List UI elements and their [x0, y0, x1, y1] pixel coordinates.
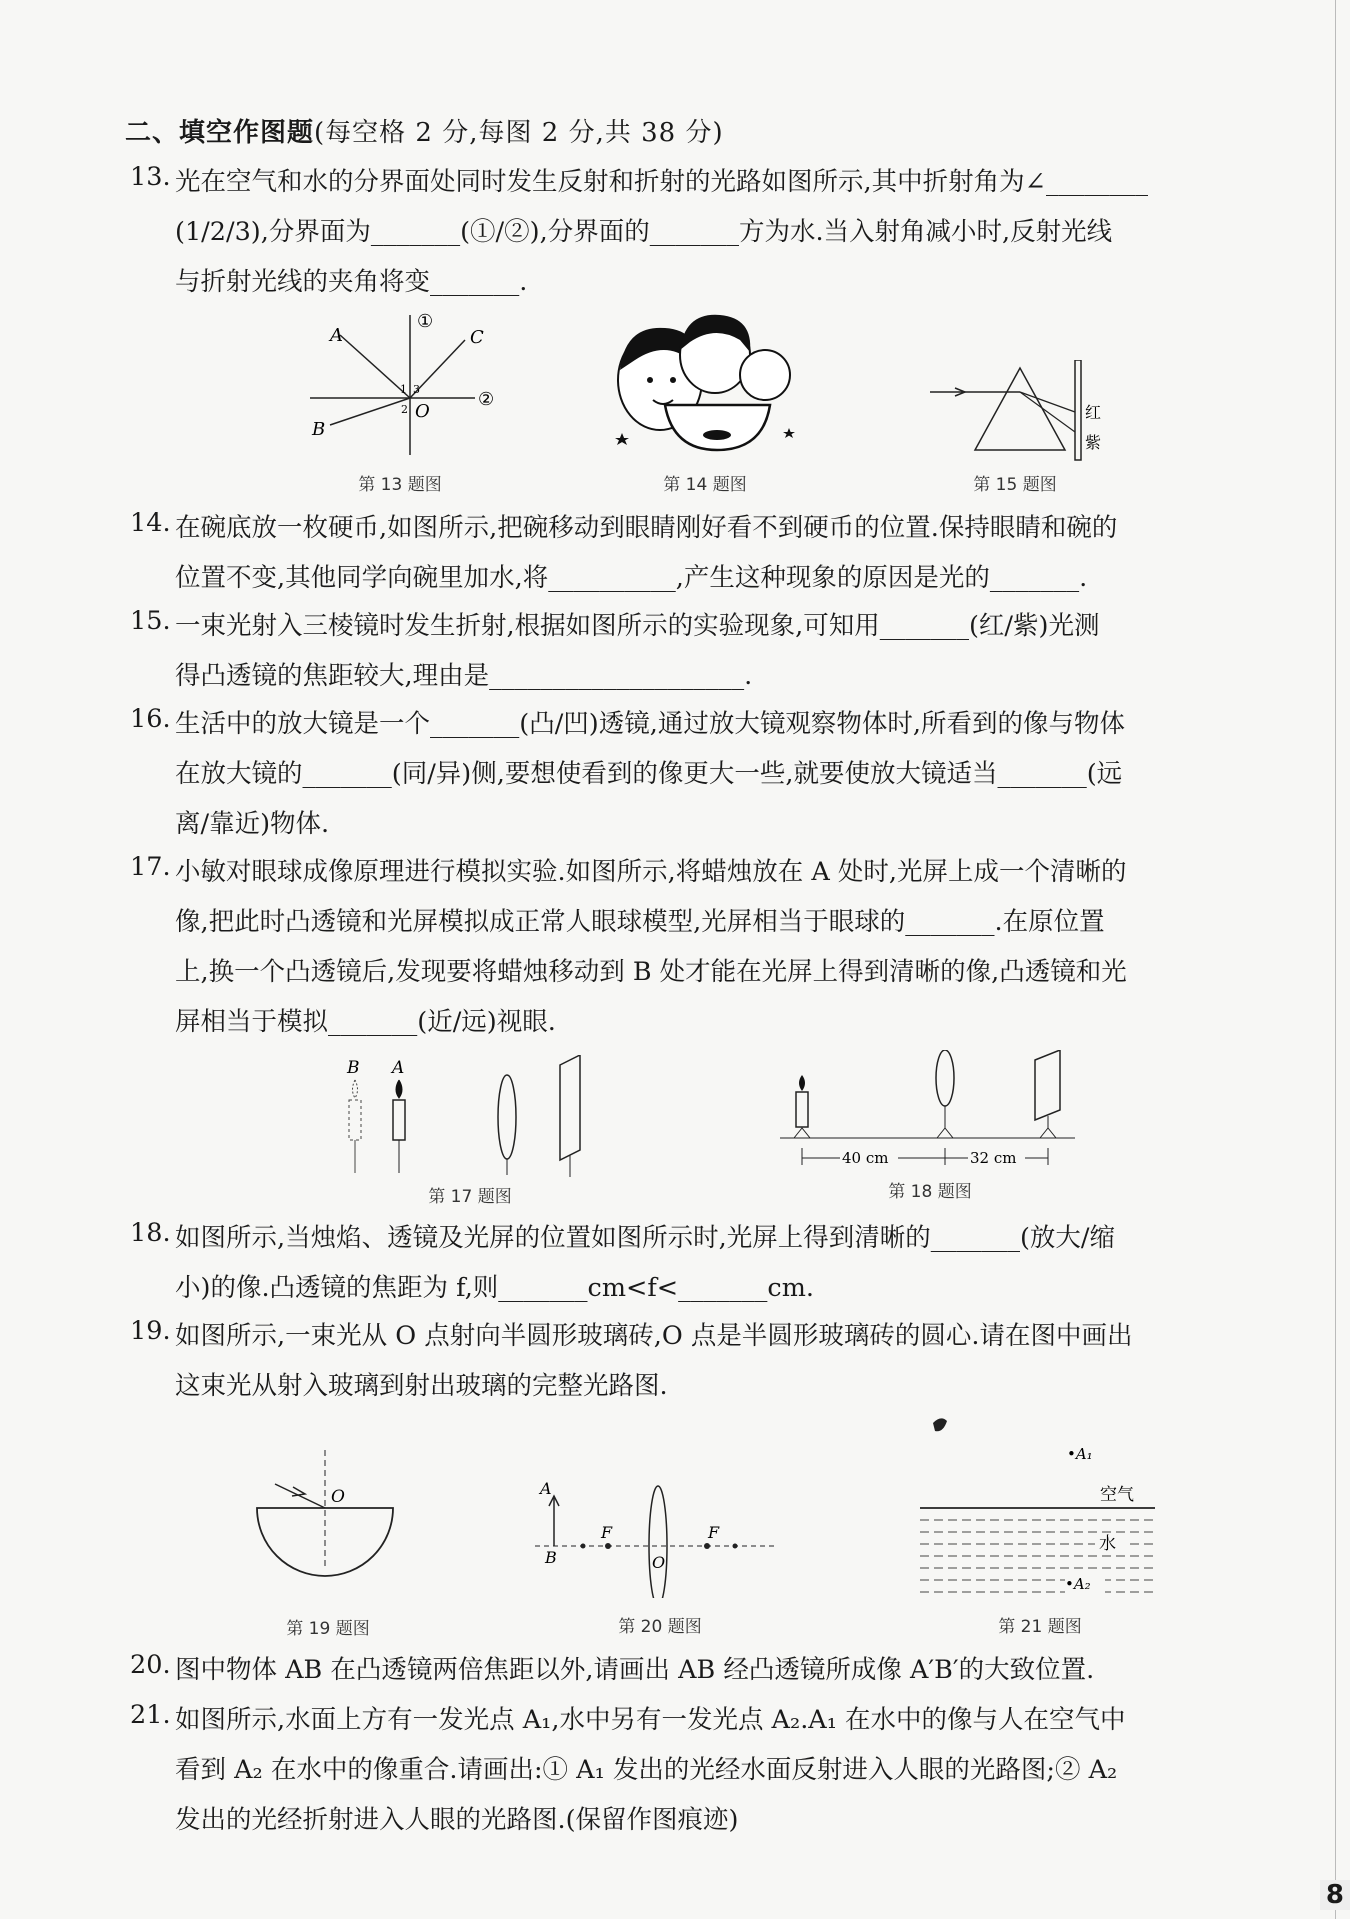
candle-a: [393, 1100, 405, 1140]
question-number: 18.: [130, 1218, 171, 1248]
eye-icon: [933, 1418, 947, 1431]
figure-13-caption: 第 13 题图: [358, 475, 442, 495]
figure-21-diagram: [915, 1405, 1165, 1605]
light-screen: [1035, 1050, 1060, 1120]
label-o: O: [331, 1487, 345, 1507]
question-number: 16.: [130, 704, 171, 734]
label-b: B: [312, 419, 326, 440]
label-purple: 紫: [1085, 433, 1102, 452]
convex-lens: [649, 1486, 667, 1598]
arrow-icon: [292, 1487, 305, 1496]
figure-14-caption: 第 14 题图: [663, 475, 747, 495]
question-text: 如图所示,一束光从 O 点射向半圆形玻璃砖,O 点是半圆形玻璃砖的圆心.请在图中画出: [175, 1321, 1133, 1351]
figure-18-diagram: [780, 1050, 1080, 1180]
label-f-right: F: [708, 1523, 720, 1542]
label-f-left: F: [601, 1523, 613, 1542]
label-b: B: [347, 1058, 360, 1078]
figure-14-illustration: [605, 300, 805, 465]
convex-lens: [936, 1050, 954, 1106]
label-one: ①: [417, 311, 434, 332]
bowl-icon: [665, 405, 770, 450]
figure-20-caption: 第 20 题图: [618, 1617, 702, 1637]
label-red: 红: [1085, 403, 1102, 422]
star-icon: [615, 433, 629, 445]
stand-icon: [1040, 1128, 1056, 1138]
question-text: (1/2/3),分界面为_______(①/②),分界面的_______方为水.当入射角减小时,反射光线: [175, 217, 1113, 247]
candle: [796, 1092, 808, 1127]
red-ray: [1020, 392, 1075, 412]
question-number: 14.: [130, 508, 171, 538]
question-text: 图中物体 AB 在凸透镜两倍焦距以外,请画出 AB 经凸透镜所成像 A′B′的大致位置.: [175, 1655, 1095, 1685]
label-b: B: [545, 1548, 557, 1567]
stand-icon: [937, 1128, 953, 1138]
question-number: 20.: [130, 1650, 171, 1680]
angle-3: 3: [413, 383, 420, 396]
angle-1: 1: [400, 383, 407, 396]
figure-13-diagram: [300, 305, 500, 475]
water-body: [920, 1520, 1155, 1592]
question-text: 小)的像.凸透镜的焦距为 f,则_______cm<f<_______cm.: [175, 1273, 814, 1303]
figure-17-diagram: [335, 1055, 605, 1185]
question-text: 上,换一个凸透镜后,发现要将蜡烛移动到 B 处才能在光屏上得到清晰的像,凸透镜和光: [175, 957, 1127, 987]
label-o: O: [652, 1553, 666, 1572]
purple-ray: [1020, 392, 1075, 432]
figure-21-caption: 第 21 题图: [998, 1617, 1082, 1637]
incident-ray: [275, 1484, 325, 1508]
label-o: O: [415, 401, 430, 422]
question-number: 15.: [130, 606, 171, 636]
question-text: 在碗底放一枚硬币,如图所示,把碗移动到眼睛刚好看不到硬币的位置.保持眼睛和碗的: [175, 513, 1118, 543]
distance-label-2: 32 cm: [970, 1149, 1017, 1167]
distance-label-1: 40 cm: [842, 1149, 889, 1167]
question-text: 一束光射入三棱镜时发生折射,根据如图所示的实验现象,可知用_______(红/紫)光测: [175, 611, 1100, 641]
label-a2: •A₂: [1065, 1575, 1091, 1593]
question-text: 生活中的放大镜是一个_______(凸/凹)透镜,通过放大镜观察物体时,所看到的像与物体: [175, 709, 1125, 739]
figure-17-caption: 第 17 题图: [428, 1187, 512, 1207]
flame-icon: [353, 1080, 358, 1098]
convex-lens: [498, 1075, 516, 1159]
focal-point: [704, 1543, 710, 1549]
question-number: 13.: [130, 162, 171, 192]
question-text: 看到 A₂ 在水中的像重合.请画出:① A₁ 发出的光经水面反射进入人眼的光路图;② A₂: [175, 1755, 1118, 1785]
page-number: 8: [1320, 1880, 1350, 1910]
question-text: 屏相当于模拟_______(近/远)视眼.: [175, 1007, 556, 1037]
light-screen: [560, 1055, 580, 1160]
stand-icon: [794, 1128, 810, 1138]
question-text: 这束光从射入玻璃到射出玻璃的完整光路图.: [175, 1371, 668, 1401]
label-air: 空气: [1100, 1485, 1134, 1505]
ray-b: [330, 398, 410, 425]
question-text: 光在空气和水的分界面处同时发生反射和折射的光路如图所示,其中折射角为∠________: [175, 167, 1148, 197]
page-edge: [1335, 0, 1336, 1919]
screen: [1075, 360, 1081, 460]
label-c: C: [470, 327, 484, 348]
label-a1: •A₁: [1067, 1445, 1093, 1463]
question-text: 在放大镜的_______(同/异)侧,要想使看到的像更大一些,就要使放大镜适当_______(远: [175, 759, 1123, 789]
section-score-note: (每空格 2 分,每图 2 分,共 38 分): [314, 118, 724, 148]
figure-18-caption: 第 18 题图: [888, 1182, 972, 1202]
double-focal-point: [581, 1544, 586, 1549]
figure-15-diagram: [925, 360, 1105, 465]
question-text: 发出的光经折射进入人眼的光路图.(保留作图痕迹): [175, 1805, 739, 1835]
figure-20-diagram: [535, 1478, 780, 1598]
figure-15-caption: 第 15 题图: [973, 475, 1057, 495]
figure-19-caption: 第 19 题图: [286, 1619, 370, 1639]
section-heading: 二、填空作图题: [125, 118, 315, 148]
prism: [975, 368, 1065, 450]
question-text: 与折射光线的夹角将变_______.: [175, 267, 528, 297]
question-number: 17.: [130, 852, 171, 882]
question-text: 小敏对眼球成像原理进行模拟实验.如图所示,将蜡烛放在 A 处时,光屏上成一个清晰的: [175, 857, 1127, 887]
question-text: 如图所示,水面上方有一发光点 A₁,水中另有一发光点 A₂.A₁ 在水中的像与人在空气中: [175, 1705, 1126, 1735]
question-number: 19.: [130, 1316, 171, 1346]
label-a: A: [330, 325, 343, 346]
question-text: 离/靠近)物体.: [175, 809, 330, 839]
angle-2: 2: [401, 403, 408, 416]
question-text: 像,把此时凸透镜和光屏模拟成正常人眼球模型,光屏相当于眼球的_______.在原位置: [175, 907, 1105, 937]
star-icon: [783, 428, 795, 438]
label-a: A: [540, 1479, 552, 1498]
double-focal-point: [733, 1544, 738, 1549]
question-text: 位置不变,其他同学向碗里加水,将__________,产生这种现象的原因是光的_______.: [175, 563, 1088, 593]
figure-19-diagram: [245, 1450, 410, 1590]
question-number: 21.: [130, 1700, 171, 1730]
section-title: [125, 112, 724, 149]
question-text: 得凸透镜的焦距较大,理由是____________________.: [175, 661, 753, 691]
flame-icon: [799, 1075, 805, 1091]
label-water: 水: [1099, 1534, 1116, 1554]
label-two: ②: [478, 389, 495, 410]
label-a: A: [392, 1058, 405, 1078]
question-text: 如图所示,当烛焰、透镜及光屏的位置如图所示时,光屏上得到清晰的_______(放大/缩: [175, 1223, 1116, 1253]
focal-point: [605, 1543, 611, 1549]
candle-b: [349, 1100, 361, 1140]
coin-icon: [703, 430, 731, 440]
flame-icon: [396, 1080, 402, 1098]
